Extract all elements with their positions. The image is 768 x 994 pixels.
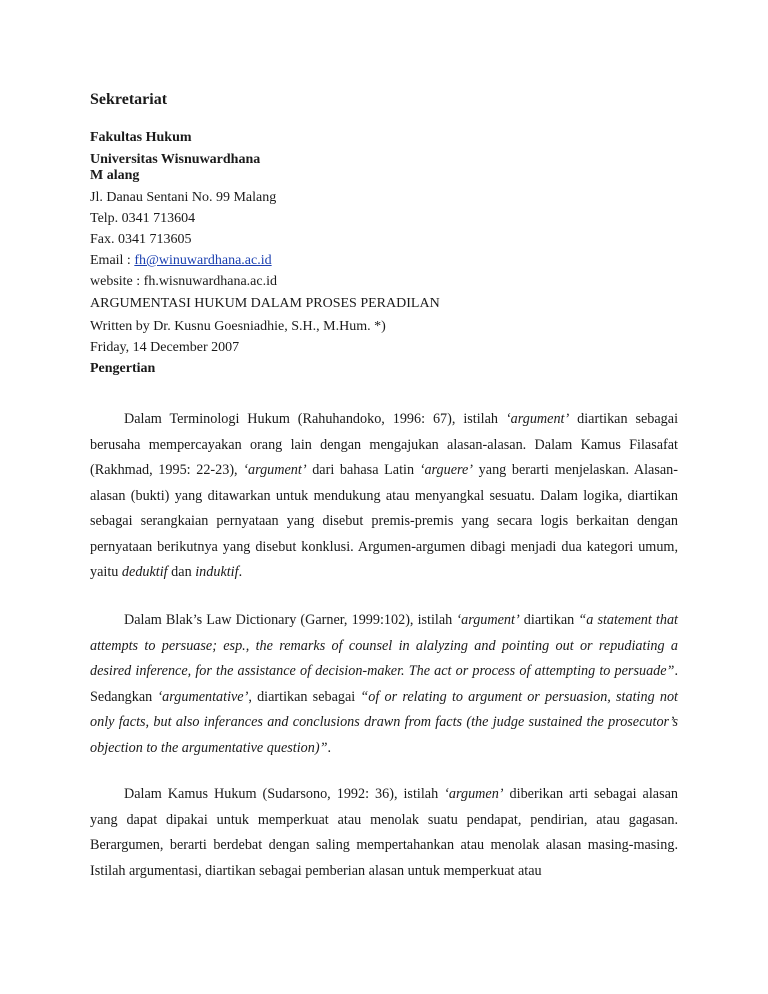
secretariat-heading: Sekretariat (90, 91, 168, 108)
email-link[interactable]: fh@winuwardhana.ac.id (134, 253, 272, 268)
paragraph-1: Dalam Terminologi Hukum (Rahuhandoko, 1996: 67), istilah ‘argument’ diartikan sebagai berusaha mempercayakan orang lain dengan mengajukan alasan-alasan. Dalam Kamus Filasafat (Rakhmad, 1995: 22-23), ‘argument’ dari bahasa Latin ‘arguere’ yang berarti menjelaskan. Alasan-alasan (bukti) yang ditawarkan untuk mendukung atau menyangkal sesuatu. Dalam logika, diartikan sebagai serangkaian pernyataan yang disebut premis-premis yang secara logis berkaitan dengan pernyataan berikutnya yang disebut konklusi. Argumen-argumen dibagi menjadi dua kategori umum, yaitu deduktif dan induktif. (90, 411, 679, 580)
article-byline: Written by Dr. Kusnu Goesniadhie, S.H., M.Hum. *) (90, 319, 386, 334)
faculty-name: Fakultas Hukum (90, 130, 192, 145)
fax-line: Fax. 0341 713605 (90, 232, 192, 247)
article-date: Friday, 14 December 2007 (90, 340, 240, 355)
phone-line: Telp. 0341 713604 (90, 211, 196, 226)
section-heading: Pengertian (90, 361, 156, 376)
address-line: Jl. Danau Sentani No. 99 Malang (90, 190, 277, 205)
city-name: M alang (90, 168, 140, 183)
paragraph-2: Dalam Blak’s Law Dictionary (Garner, 1999:102), istilah ‘argument’ diartikan “a statement that attempts to persuase; esp., the remarks of counsel in alalyzing and pointing out or repudiating a desired inference, for the assistance of decision-maker. The act or process of attempting to persuade”. Sedangkan ‘argumentative’, diartikan sebagai “of or relating to argument or persuasion, stating not only facts, but also inferances and conclusions drawn from facts (the judge sustained the prosecutor’s objection to the argumentative question)”. (90, 612, 678, 756)
website-line: website : fh.wisnuwardhana.ac.id (90, 274, 277, 289)
email-line (90, 253, 272, 269)
article-title: ARGUMENTASI HUKUM DALAM PROSES PERADILAN (90, 296, 440, 311)
email-label: Email : (90, 253, 135, 268)
paragraph-3: Dalam Kamus Hukum (Sudarsono, 1992: 36), istilah ‘argumen’ diberikan arti sebagai alasan yang dapat dipakai untuk memperkuat atau menolak suatu pendapat, pendirian, atau gagasan. Berargumen, berarti berdebat dengan saling mempertahankan atau menolak alasan masing-masing. Istilah argumentasi, diartikan sebagai pemberian alasan untuk memperkuat atau (90, 786, 678, 879)
university-name: Universitas Wisnuwardhana (90, 152, 261, 167)
